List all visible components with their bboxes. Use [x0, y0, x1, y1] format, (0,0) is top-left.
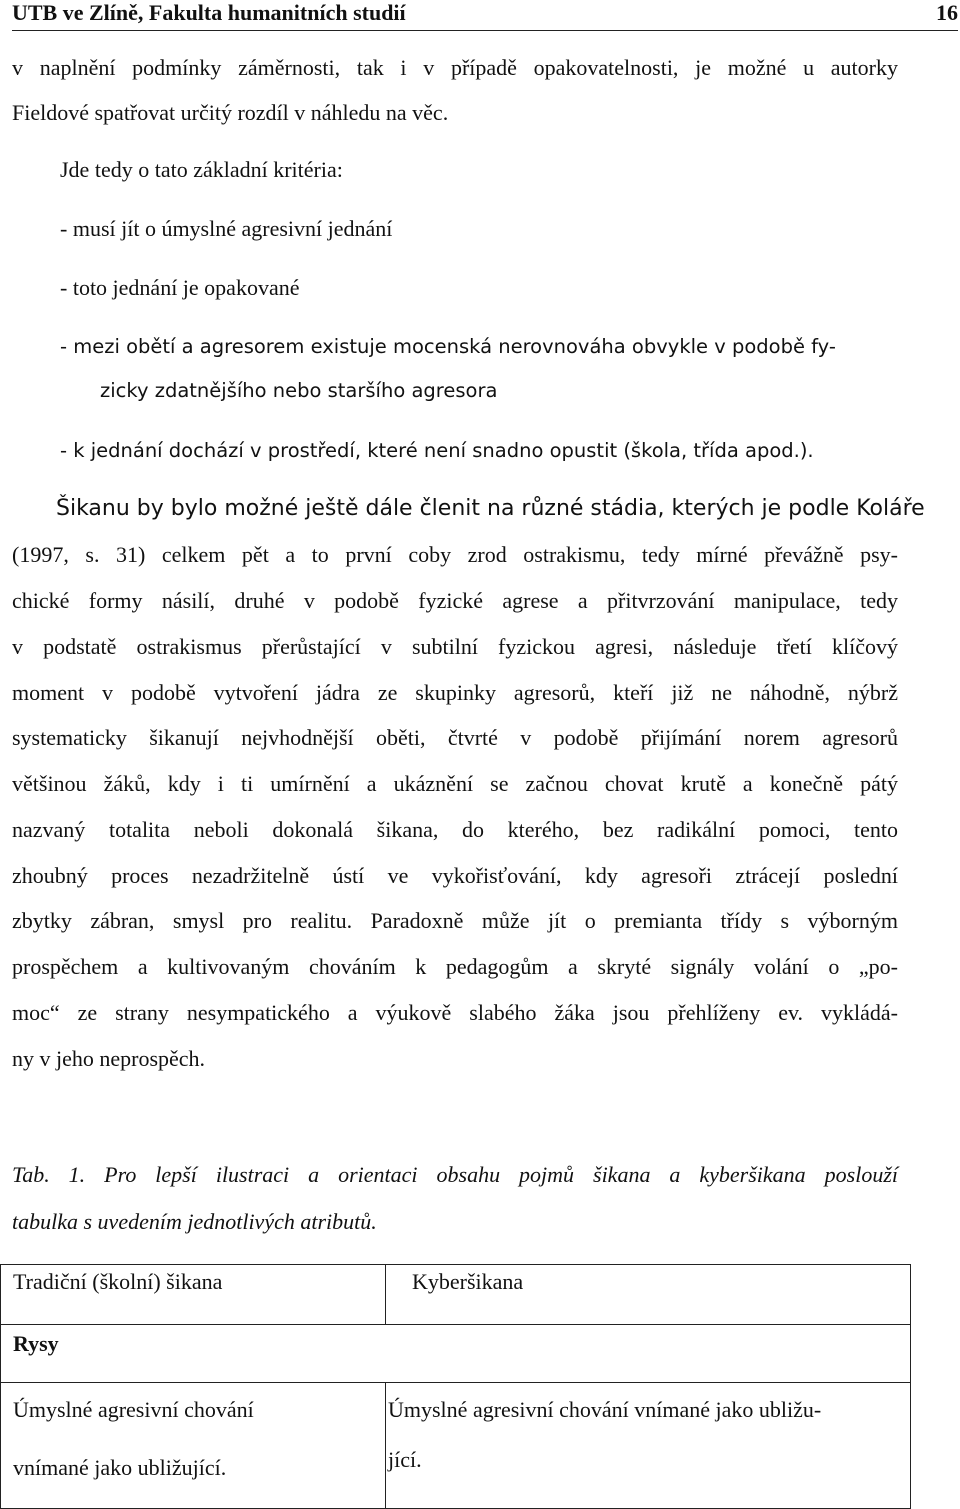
criteria-item-2: - toto jednání je opakované	[60, 275, 300, 300]
paragraph-line-4: v podstatě ostrakismus přerůstající v subtilní fyzickou agresi, následuje třetí klíčový	[12, 634, 898, 659]
table-header-row	[1, 1265, 911, 1325]
table-header-cell-2	[386, 1265, 911, 1325]
page-number: 16	[936, 0, 958, 25]
table-header-cell-1	[1, 1265, 386, 1325]
paragraph-line-11: prospěchem a kultivovaným chováním k pedagogům a skryté signály volání o „po-	[12, 954, 898, 979]
paragraph-line-12: moc“ ze strany nesympatického a výukově slabého žáka jsou přehlíženy ev. vykládá-	[12, 1000, 898, 1025]
paragraph-line-1: Šikanu by bylo možné ještě dále členit na různé stádia, kterých je podle Koláře	[56, 496, 925, 521]
intro-line-1: v naplnění podmínky záměrnosti, tak i v případě opakovatelnosti, je možné u autorky	[12, 55, 898, 80]
attribute-table	[0, 1264, 911, 1509]
section-label: Rysy	[13, 1331, 59, 1356]
page-header	[12, 0, 958, 31]
col1-header: Tradiční (školní) šikana	[13, 1269, 223, 1294]
header-title: UTB ve Zlíně, Fakulta humanitních studií	[12, 0, 406, 25]
table-caption-line-1: Tab. 1. Pro lepší ilustraci a orientaci obsahu pojmů šikana a kyberšikana poslouží	[12, 1162, 898, 1187]
paragraph-line-9: zhoubný proces nezadržitelně ústí ve vykořisťování, kdy agresoři ztrácejí poslední	[12, 863, 898, 888]
paragraph-line-3: chické formy násilí, druhé v podobě fyzické agrese a přitvrzování manipulace, tedy	[12, 588, 898, 613]
paragraph-line-10: zbytky zábran, smysl pro realitu. Paradoxně může jít o premianta třídy s výborným	[12, 908, 898, 933]
table-section-row	[1, 1325, 911, 1383]
paragraph-line-7: většinou žáků, kdy i ti umírnění a ukáznění se začnou chovat krutě a konečně pátý	[12, 771, 898, 796]
table-cell-2	[386, 1383, 911, 1509]
criteria-item-3: - mezi obětí a agresorem existuje mocenská nerovnováha obvykle v podobě fy-	[60, 335, 836, 358]
row1-col1-line2: vnímané jako ubližující.	[13, 1455, 227, 1480]
row1-col2-line1: Úmyslné agresivní chování vnímané jako ubližu-	[388, 1397, 822, 1422]
criteria-lead: Jde tedy o tato základní kritéria:	[60, 157, 343, 182]
criteria-item-3-cont: zicky zdatnějšího nebo staršího agresora	[100, 379, 498, 402]
paragraph-line-6: systematicky šikanují nejvhodnější oběti, čtvrté v podobě přijímání norem agresorů	[12, 725, 898, 750]
table-section-cell	[1, 1325, 911, 1383]
table-row	[1, 1383, 911, 1509]
table-caption-line-2: tabulka s uvedením jednotlivých atributů.	[12, 1209, 377, 1234]
paragraph-line-8: nazvaný totalita neboli dokonalá šikana, do kterého, bez radikální pomoci, tento	[12, 817, 898, 842]
table-cell-1	[1, 1383, 386, 1509]
intro-line-2: Fieldové spatřovat určitý rozdíl v náhledu na věc.	[12, 100, 449, 125]
paragraph-line-5: moment v podobě vytvoření jádra ze skupinky agresorů, kteří již ne náhodně, nýbrž	[12, 680, 898, 705]
paragraph-line-13: ny v jeho neprospěch.	[12, 1046, 206, 1071]
col2-header: Kyberšikana	[412, 1269, 524, 1294]
paragraph-line-2: (1997, s. 31) celkem pět a to první coby zrod ostrakismu, tedy mírné převážně psy-	[12, 542, 898, 567]
row1-col1-line1: Úmyslné agresivní chování	[13, 1397, 254, 1422]
row1-col2-line2: jící.	[388, 1447, 422, 1472]
criteria-item-4: - k jednání dochází v prostředí, které není snadno opustit (škola, třída apod.).	[60, 439, 814, 462]
criteria-item-1: - musí jít o úmyslné agresivní jednání	[60, 216, 393, 241]
